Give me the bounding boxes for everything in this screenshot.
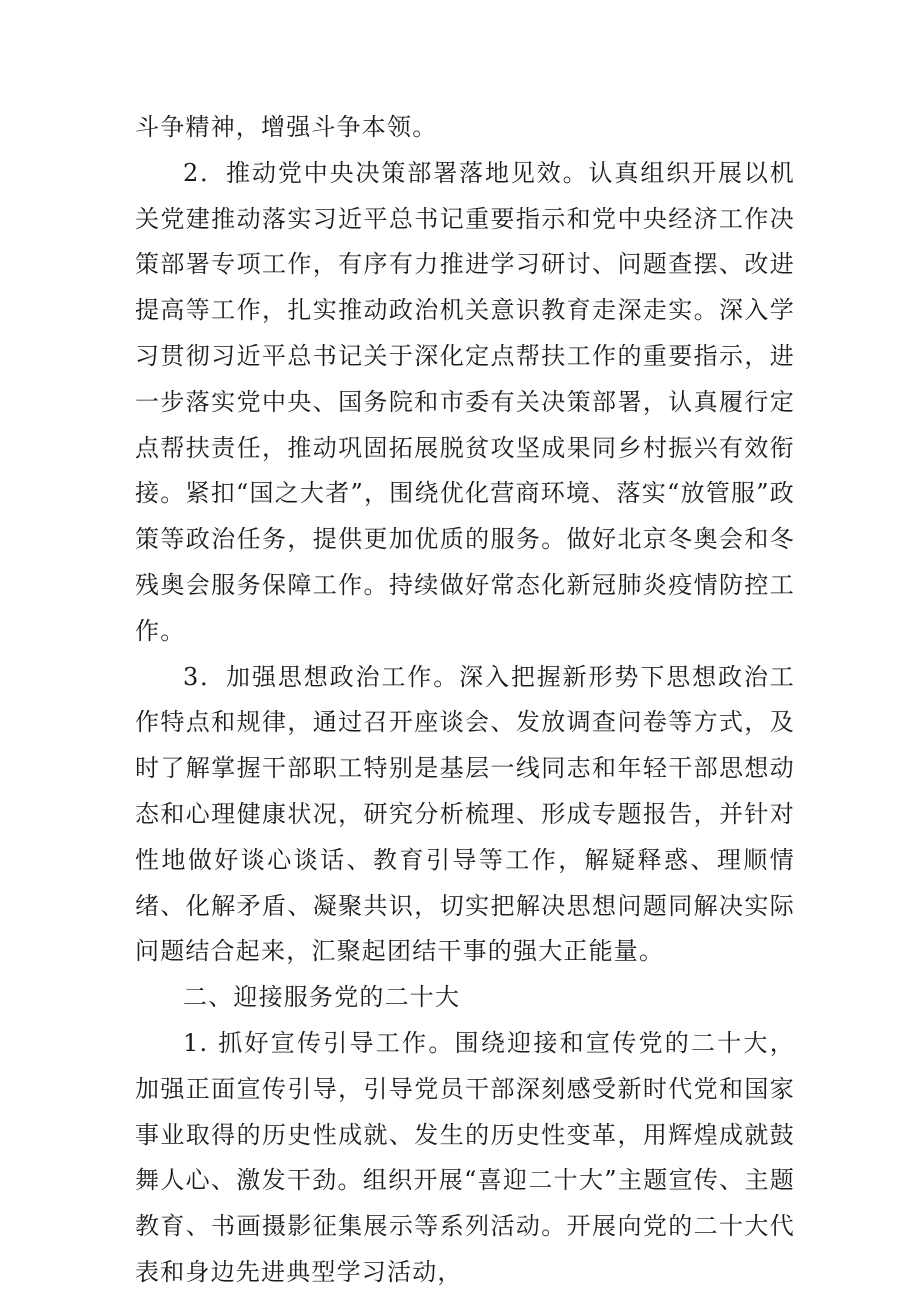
section-heading-two: 二、迎接服务党的二十大: [183, 983, 461, 1012]
paragraph-item-3-ideological-work: 3．加强思想政治工作。深入把握新形势下思想政治工作特点和规律，通过召开座谈会、发放调查问卷等方式，及时了解掌握干部职工特别是基层一线同志和年轻干部思想动态和心理健康状况，研究分析梳理、形成专题报告，并针对性地做好谈心谈话、教育引导等工作，解疑释惑、理顺情绪、化解矛盾、凝聚共识，切实把解决思想问题同解决实际问题结合起来，汇聚起团结干事的强大正能量。: [135, 662, 795, 966]
paragraph-item-2-decision-implementation: 2．推动党中央决策部署落地见效。认真组织开展以机关党建推动落实习近平总书记重要指示和党中央经济工作决策部署专项工作，有序有力推进学习研讨、问题查摆、改进提高等工作，扎实推动政治机关意识教育走深走实。深入学习贯彻习近平总书记关于深化定点帮扶工作的重要指示，进一步落实党中央、国务院和市委有关决策部署，认真履行定点帮扶责任，推动巩固拓展脱贫攻坚成果同乡村振兴有效衔接。紧扣“国之大者”，围绕优化营商环境、落实“放管服”政策等政治任务，提供更加优质的服务。做好北京冬奥会和冬残奥会服务保障工作。持续做好常态化新冠肺炎疫情防控工作。: [135, 158, 795, 645]
document-body: [135, 105, 795, 1296]
paragraph-item-1-publicity: 1. 抓好宣传引导工作。围绕迎接和宣传党的二十大，加强正面宣传引导，引导党员干部深刻感受新时代党和国家事业取得的历史性成就、发生的历史性变革，用辉煌成就鼓舞人心、激发干劲。组织开展“喜迎二十大”主题宣传、主题教育、书画摄影征集展示等系列活动。开展向党的二十大代表和身边先进典型学习活动，: [135, 1028, 795, 1286]
paragraph-continuation: 斗争精神，增强斗争本领。: [135, 113, 438, 141]
